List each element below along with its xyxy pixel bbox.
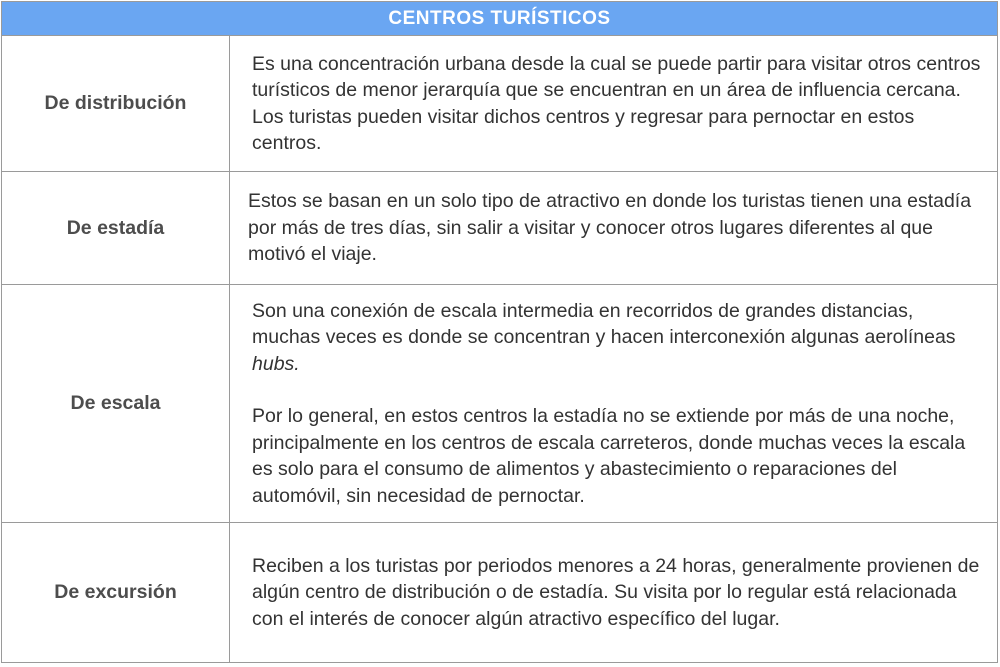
row-description	[230, 36, 997, 171]
row-label: De distribución	[2, 36, 230, 171]
table-row	[2, 172, 997, 285]
row-label: De escala	[2, 285, 230, 522]
table-title: CENTROS TURÍSTICOS	[2, 2, 997, 36]
description-text	[252, 298, 983, 378]
description-text-italic: hubs.	[252, 352, 300, 375]
description-text: Es una concentración urbana desde la cual se puede partir para visitar otros centros turísticos de menor jerarquía que se encuentran en un área de influencia cercana. Los turistas pueden visitar dichos centros y regresar para pernoctar en estos centros.	[252, 52, 981, 154]
row-description	[230, 285, 997, 522]
description-text: Estos se basan en un solo tipo de atractivo en donde los turistas tienen una estadía por más de tres días, sin salir a visitar y conocer otros lugares diferentes al que motivó el viaje.	[248, 190, 972, 266]
table-row	[2, 285, 997, 523]
description-text-main: Son una conexión de escala intermedia en recorridos de grandes distancias, muchas veces es donde se concentran y hacen interconexión algunas aerolíneas	[252, 299, 956, 349]
row-description	[230, 172, 997, 284]
description-text: Por lo general, en estos centros la estadía no se extiende por más de una noche, principalmente en los centros de escala carreteros, donde muchas veces la escala es solo para el consumo de alimentos y abastecimiento o reparaciones del automóvil, sin necesidad de pernoctar.	[252, 405, 966, 507]
row-label: De estadía	[2, 172, 230, 284]
row-description	[230, 523, 997, 662]
tourist-centers-table	[1, 1, 998, 663]
table-row	[2, 36, 997, 172]
description-text: Reciben a los turistas por periodos menores a 24 horas, generalmente provienen de algún centro de distribución o de estadía. Su visita por lo regular está relacionada con el interés de conocer algún atractivo específico del lugar.	[252, 554, 980, 630]
row-label: De excursión	[2, 523, 230, 662]
table-row	[2, 523, 997, 662]
